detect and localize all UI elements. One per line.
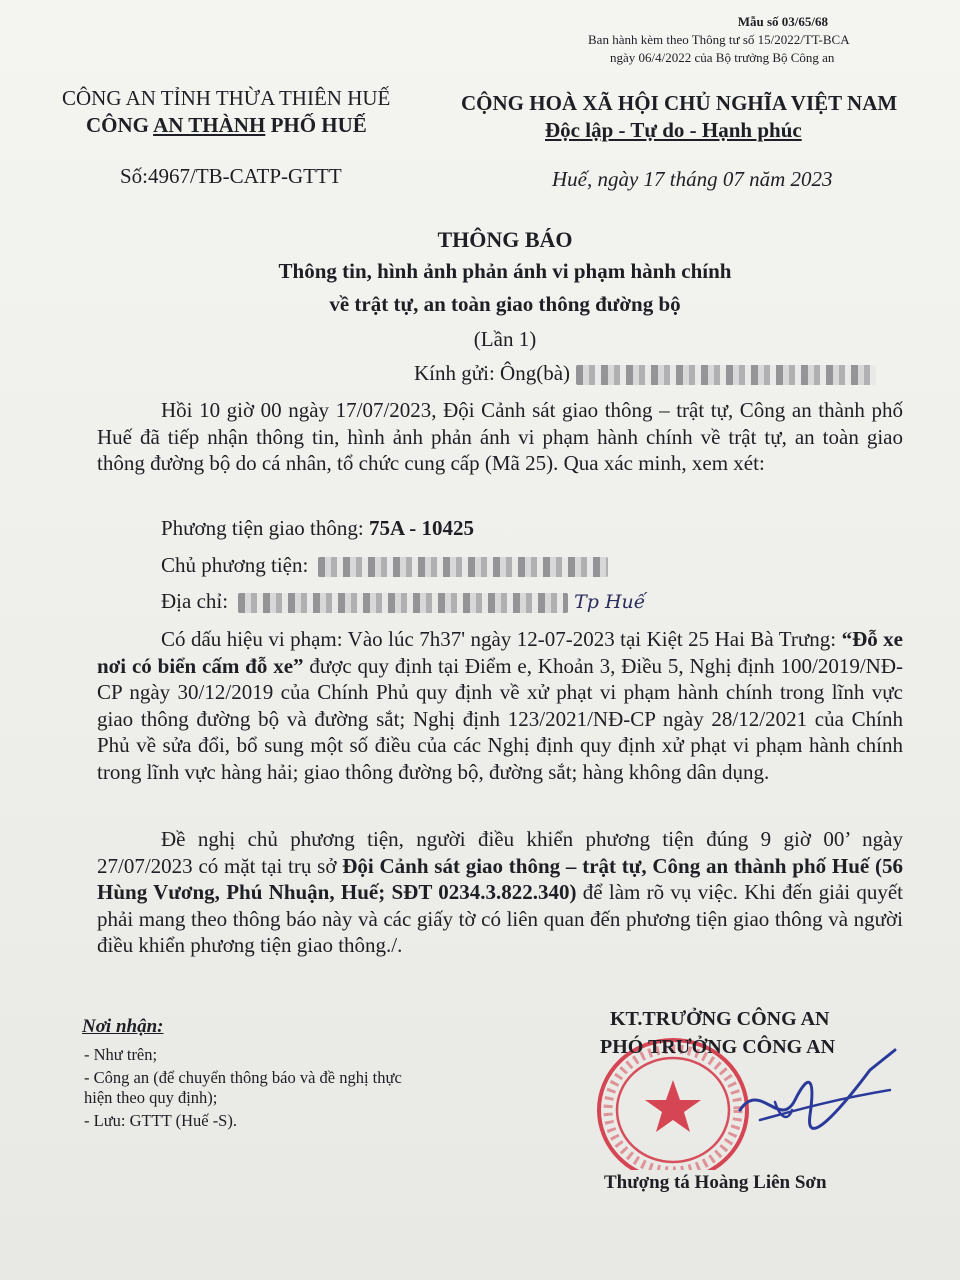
paragraph-intro: Hồi 10 giờ 00 ngày 17/07/2023, Đội Cảnh sát giao thông – trật tự, Công an thành phố Huế đã tiếp nhận thông tin, hình ảnh phản ánh vi phạm hành chính về trật tự, an toàn giao thông đường bộ do cá nhân, tổ chức cung cấp (Mã 25). Qua xác minh, xem xét: [97,398,903,475]
handwritten-city: Tp Huế [574,591,646,613]
document-number: Số:4967/TB-CATP-GTTT [120,164,342,188]
form-number: Mẫu số 03/65/68 [737,14,828,29]
paragraph-request: Đề nghị chủ phương tiện, người điều khiển phương tiện đúng 9 giờ 00’ ngày 27/07/2023 có mặt tại trụ sở Đội Cảnh sát giao thông – trật tự, Công an thành phố Huế (56 Hùng Vương, Phú Nhuận, Huế; SĐT 0234.3.822.340) để làm rõ vụ việc. Khi đến giải quyết phải mang theo thông báo này và các giấy tờ có liên quan đến phương tiện giao thông và người điều khiển phương tiện giao thông./. [97,827,903,957]
national-title: CỘNG HOÀ XÃ HỘI CHỦ NGHĨA VIỆT NAM [461,91,898,115]
document-subtitle-1: Thông tin, hình ảnh phản ánh vi phạm hành chính [278,259,732,283]
recipient-item: - Công an (để chuyển thông báo và đề nghị thực [84,1068,402,1087]
document-subtitle-2: về trật tự, an toàn giao thông đường bộ [329,292,681,316]
owner-field: Chủ phương tiện: [161,553,608,578]
document-title: THÔNG BÁO [437,227,573,252]
recipient-item: hiện theo quy định); [84,1088,218,1107]
recipient-line: Kính gửi: Ông(bà) [414,361,876,386]
form-issued-line-2: ngày 06/4/2022 của Bộ trưởng Bộ Công an [610,50,835,65]
vehicle-field: Phương tiện giao thông: 75A - 10425 [161,516,474,540]
license-plate: 75A - 10425 [368,516,474,540]
signatory-title-2: PHÓ TRƯỞNG CÔNG AN [600,1036,836,1058]
redacted-recipient [576,365,876,385]
agency-parent: CÔNG AN TỈNH THỪA THIÊN HUẾ [62,86,391,110]
paragraph-violation: Có dấu hiệu vi phạm: Vào lúc 7h37' ngày 12-07-2023 tại Kiệt 25 Hai Bà Trưng: “Đỗ xe nơi có biển cấm đỗ xe” được quy định tại Điểm e, Khoản 3, Điều 5, Nghị định 100/2019/NĐ-CP ngày 30/12/2019 của Chính Phủ quy định về xử phạt vi phạm hành chính trong lĩnh vực giao thông đường bộ và đường sắt; Nghị định 123/2021/NĐ-CP ngày 28/12/2021 của Chính Phủ về sửa đổi, bổ sung một số điều của các Nghị định quy định xử phạt vi phạm hành chính trong lĩnh vực hàng hải; giao thông đường bộ, đường sắt; hàng không dân dụng. [97,627,903,784]
signatory-title-1: KT.TRƯỞNG CÔNG AN [610,1008,830,1030]
recipient-item: - Như trên; [84,1045,158,1064]
redacted-owner [318,557,608,577]
recipients-heading: Nơi nhận: [82,1016,164,1037]
agency-name: CÔNG AN THÀNH PHỐ HUẾ [86,113,367,137]
form-issued-line-1: Ban hành kèm theo Thông tư số 15/2022/TT-BCA [588,32,850,47]
notice-count: (Lần 1) [473,327,537,351]
recipient-item: - Lưu: GTTT (Huế -S). [84,1111,237,1130]
redacted-address [238,593,568,613]
address-field: Địa chỉ: Tp Huế [161,589,646,613]
national-motto: Độc lập - Tự do - Hạnh phúc [545,118,802,142]
signatory-name: Thượng tá Hoàng Liên Sơn [604,1172,827,1193]
document-date: Huế, ngày 17 tháng 07 năm 2023 [552,167,833,191]
